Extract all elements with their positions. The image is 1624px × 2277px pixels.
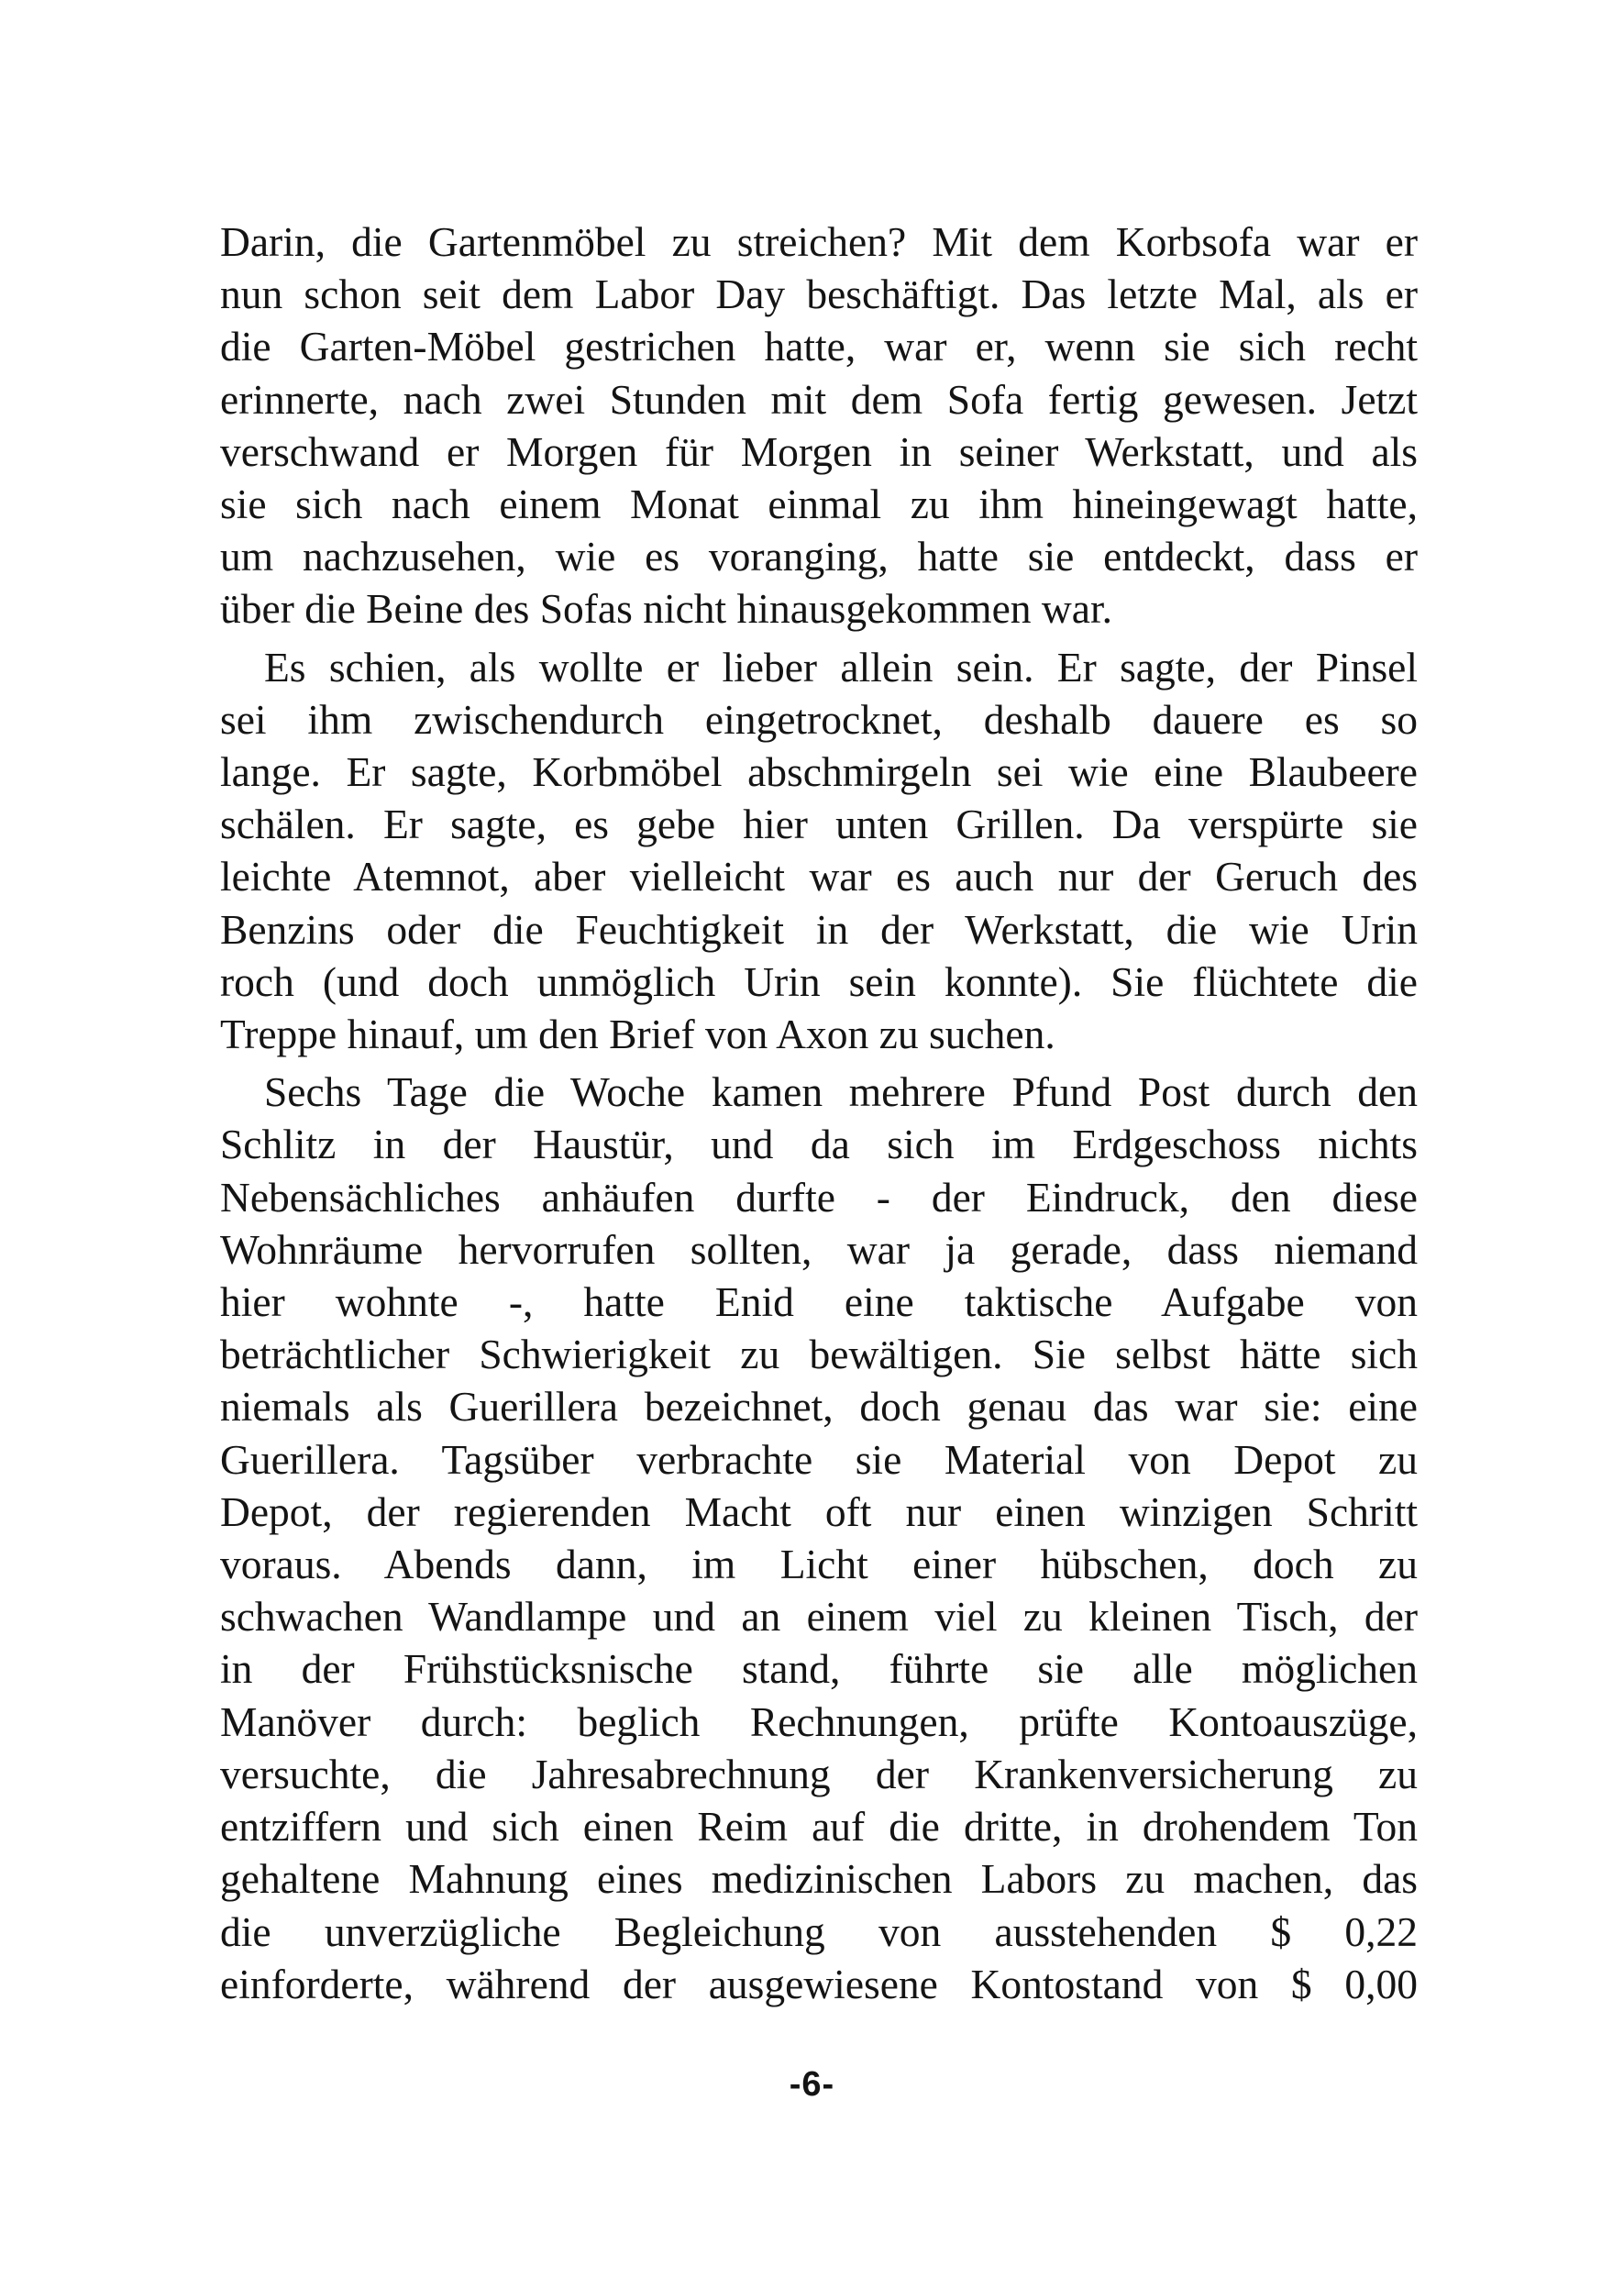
text-line: gehaltene Mahnung eines medizinischen Labors zu machen, das	[220, 1855, 1418, 1903]
text-line: sei ihm zwischendurch eingetrocknet, deshalb dauere es so	[220, 695, 1418, 743]
text-line: schälen. Er sagte, es gebe hier unten Grillen. Da verspürte sie	[220, 801, 1418, 848]
text-line: versuchte, die Jahresabrechnung der Krankenversicherung zu	[220, 1750, 1418, 1797]
paragraph-1	[220, 216, 1418, 636]
text-line: über die Beine des Sofas nicht hinausgekommen war.	[220, 585, 1112, 633]
text-line: Depot, der regierenden Macht oft nur einen winzigen Schritt	[220, 1487, 1418, 1535]
text-line: Es schien, als wollte er lieber allein sein. Er sagte, der Pinsel	[264, 643, 1418, 691]
page-number: -6-	[789, 2065, 835, 2104]
paragraph-3	[220, 1066, 1418, 2010]
text-line: Sechs Tage die Woche kamen mehrere Pfund Post durch den	[264, 1068, 1418, 1116]
text-line: entziffern und sich einen Reim auf die dritte, in drohendem Ton	[220, 1803, 1418, 1851]
text-line: Treppe hinauf, um den Brief von Axon zu suchen.	[220, 1011, 1055, 1058]
text-line: lange. Er sagte, Korbmöbel abschmirgeln sei wie eine Blaubeere	[220, 748, 1418, 796]
text-line: Darin, die Gartenmöbel zu streichen? Mit dem Korbsofa war er	[220, 218, 1418, 265]
text-line: roch (und doch unmöglich Urin sein konnte). Sie flüchtete die	[220, 957, 1418, 1005]
text-line: Guerillera. Tagsüber verbrachte sie Material von Depot zu	[220, 1435, 1418, 1483]
paragraph-2	[220, 641, 1418, 1061]
text-line: um nachzusehen, wie es voranging, hatte sie entdeckt, dass er	[220, 533, 1418, 580]
text-line: Manöver durch: beglich Rechnungen, prüfte Kontoauszüge,	[220, 1697, 1418, 1745]
text-line: sie sich nach einem Monat einmal zu ihm hineingewagt hatte,	[220, 481, 1418, 528]
text-line: in der Frühstücksnische stand, führte sie alle möglichen	[220, 1645, 1418, 1693]
text-line: einforderte, während der ausgewiesene Kontostand von $ 0,00	[220, 1960, 1418, 2007]
text-line: Benzins oder die Feuchtigkeit in der Werkstatt, die wie Urin	[220, 905, 1418, 953]
text-line: leichte Atemnot, aber vielleicht war es auch nur der Geruch des	[220, 853, 1418, 901]
text-line: schwachen Wandlampe und an einem viel zu kleinen Tisch, der	[220, 1593, 1418, 1641]
text-line: verschwand er Morgen für Morgen in seiner Werkstatt, und als	[220, 427, 1418, 475]
text-line: erinnerte, nach zwei Stunden mit dem Sofa fertig gewesen. Jetzt	[220, 375, 1418, 423]
text-line: Wohnräume hervorrufen sollten, war ja gerade, dass niemand	[220, 1225, 1418, 1273]
text-line: beträchtlicher Schwierigkeit zu bewältigen. Sie selbst hätte sich	[220, 1331, 1418, 1378]
body-text	[220, 216, 1418, 2010]
text-line: die unverzügliche Begleichung von ausstehenden $ 0,22	[220, 1907, 1418, 1955]
text-line: voraus. Abends dann, im Licht einer hübschen, doch zu	[220, 1541, 1418, 1588]
text-line: die Garten-Möbel gestrichen hatte, war er, wenn sie sich recht	[220, 323, 1418, 370]
text-line: Nebensächliches anhäufen durfte - der Eindruck, den diese	[220, 1173, 1418, 1221]
text-line: niemals als Guerillera bezeichnet, doch genau das war sie: eine	[220, 1383, 1418, 1431]
text-line: nun schon seit dem Labor Day beschäftigt. Das letzte Mal, als er	[220, 271, 1418, 318]
text-line: Schlitz in der Haustür, und da sich im Erdgeschoss nichts	[220, 1121, 1418, 1168]
text-line: hier wohnte -, hatte Enid eine taktische Aufgabe von	[220, 1278, 1418, 1326]
